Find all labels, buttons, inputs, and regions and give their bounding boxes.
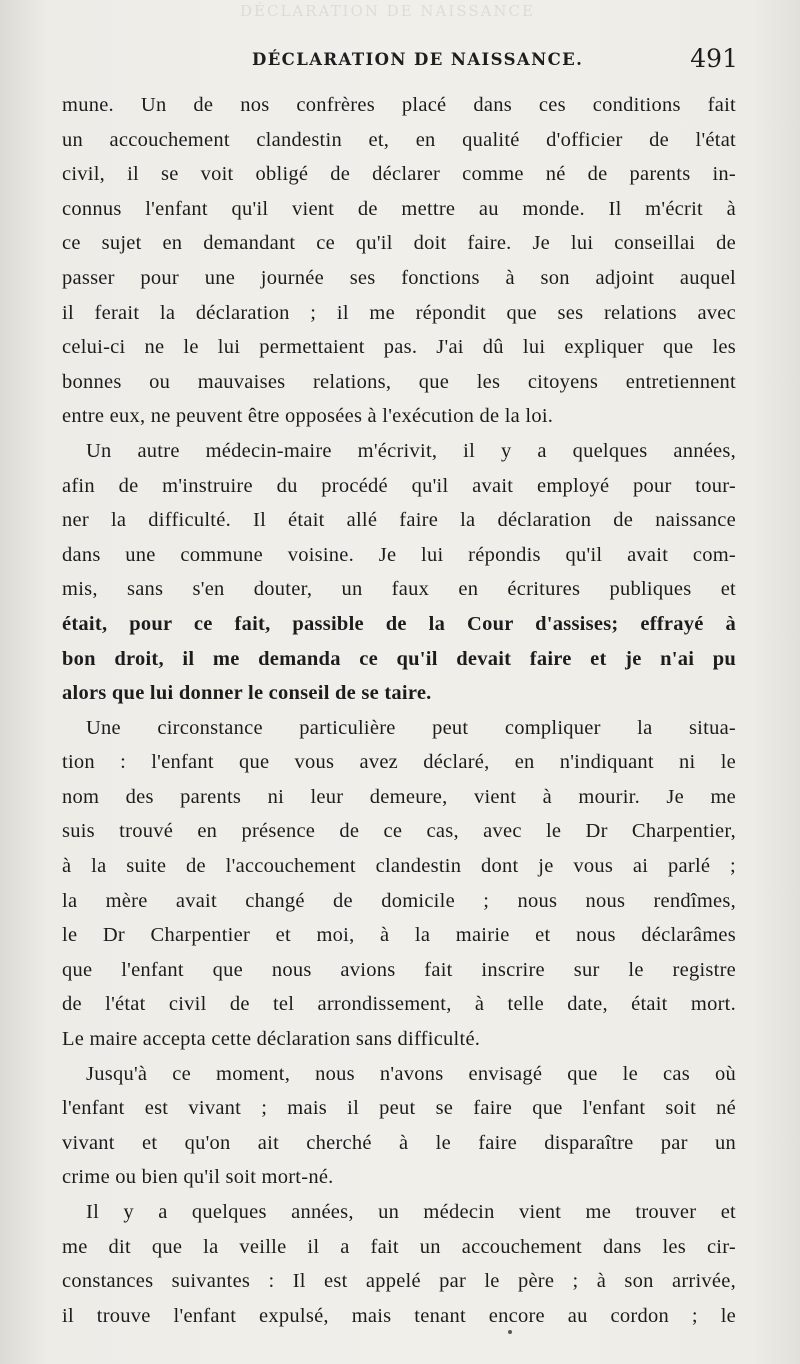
- paragraph-start: Jusqu'à ce moment, nous n'avons envisagé que le cas où: [86, 1062, 736, 1085]
- text-line: civil, il se voit obligé de déclarer comme né de parents in-: [62, 163, 736, 186]
- show-through-text: DÉCLARATION DE NAISSANCE: [240, 2, 535, 20]
- text-line: alors que lui donner le conseil de se taire.: [62, 682, 432, 705]
- text-line: me dit que la veille il a fait un accouchement dans les cir-: [62, 1235, 736, 1258]
- text-line: connus l'enfant qu'il vient de mettre au monde. Il m'écrit à: [62, 197, 736, 220]
- running-title: DÉCLARATION DE NAISSANCE.: [252, 50, 584, 69]
- text-line: que l'enfant que nous avions fait inscrire sur le registre: [62, 958, 736, 981]
- ink-speck: [508, 1330, 512, 1334]
- text-line: mis, sans s'en douter, un faux en écritures publiques et: [62, 578, 736, 601]
- text-line: mune. Un de nos confrères placé dans ces conditions fait: [62, 94, 736, 116]
- text-line: vivant et qu'on ait cherché à le faire disparaître par un: [62, 1131, 736, 1154]
- text-line: de l'état civil de tel arrondissement, à telle date, était mort.: [62, 993, 736, 1016]
- text-line: suis trouvé en présence de ce cas, avec le Dr Charpentier,: [62, 820, 736, 843]
- page-number: 491: [690, 44, 738, 73]
- page-header: [62, 44, 738, 78]
- text-line: celui-ci ne le lui permettaient pas. J'ai dû lui expliquer que les: [62, 336, 736, 359]
- body-text: [62, 88, 736, 1333]
- text-line: il ferait la déclaration ; il me répondit que ses relations avec: [62, 301, 736, 324]
- paragraph-start: Une circonstance particulière peut compliquer la situa-: [86, 716, 736, 739]
- text-line: était, pour ce fait, passible de la Cour d'assises; effrayé à: [62, 612, 736, 635]
- text-line: le Dr Charpentier et moi, à la mairie et nous déclarâmes: [62, 924, 736, 947]
- text-line: crime ou bien qu'il soit mort-né.: [62, 1166, 334, 1189]
- text-line: il trouve l'enfant expulsé, mais tenant encore au cordon ; le: [62, 1304, 736, 1327]
- paragraph-start: Un autre médecin-maire m'écrivit, il y a quelques années,: [86, 439, 736, 462]
- text-line: ner la difficulté. Il était allé faire la déclaration de naissance: [62, 509, 736, 532]
- text-line: bonnes ou mauvaises relations, que les citoyens entretiennent: [62, 370, 736, 393]
- text-line: entre eux, ne peuvent être opposées à l'exécution de la loi.: [62, 405, 554, 428]
- text-line: nom des parents ni leur demeure, vient à mourir. Je me: [62, 785, 736, 808]
- text-line: un accouchement clandestin et, en qualité d'officier de l'état: [62, 128, 736, 151]
- text-line: la mère avait changé de domicile ; nous nous rendîmes,: [62, 889, 736, 912]
- text-line: passer pour une journée ses fonctions à son adjoint auquel: [62, 266, 736, 289]
- text-line: l'enfant est vivant ; mais il peut se faire que l'enfant soit né: [62, 1097, 736, 1120]
- text-line: à la suite de l'accouchement clandestin dont je vous ai parlé ;: [62, 855, 736, 878]
- text-line: afin de m'instruire du procédé qu'il avait employé pour tour-: [62, 474, 736, 497]
- paragraph-start: Il y a quelques années, un médecin vient me trouver et: [86, 1201, 736, 1223]
- text-line: constances suivantes : Il est appelé par le père ; à son arrivée,: [62, 1270, 736, 1293]
- text-line: dans une commune voisine. Je lui répondis qu'il avait com-: [62, 543, 736, 566]
- text-line: ce sujet en demandant ce qu'il doit faire. Je lui conseillai de: [62, 232, 736, 255]
- text-line: tion : l'enfant que vous avez déclaré, en n'indiquant ni le: [62, 751, 736, 774]
- text-line: Le maire accepta cette déclaration sans difficulté.: [62, 1028, 481, 1051]
- text-line: bon droit, il me demanda ce qu'il devait faire et je n'ai pu: [62, 647, 736, 670]
